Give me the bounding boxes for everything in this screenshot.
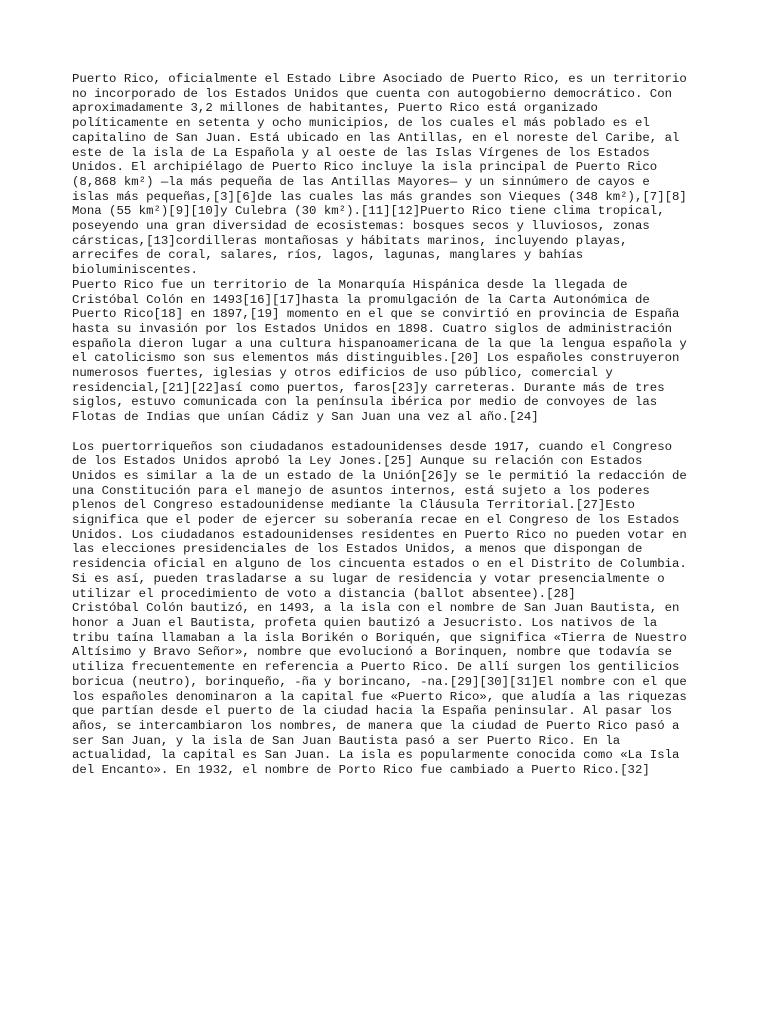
- text-line: el catolicismo son sus elementos más distinguibles.[20] Los españoles construyeron: [72, 351, 680, 366]
- text-line: del Encanto». En 1932, el nombre de Porto Rico fue cambiado a Puerto Rico.[32]: [72, 763, 650, 778]
- text-line: Puerto Rico fue un territorio de la Monarquía Hispánica desde la llegada de: [72, 277, 628, 292]
- text-line: significa que el poder de ejercer su soberanía recae en el Congreso de los Estados: [72, 513, 680, 528]
- text-line: Unidos. Los ciudadanos estadounidenses residentes en Puerto Rico no pueden votar en: [72, 527, 687, 542]
- text-line: siglos, estuvo comunicada con la península ibérica por medio de convoyes de las: [72, 395, 658, 410]
- text-line: tribu taína llamaban a la isla Borikén o Boriquén, que significa «Tierra de Nuestro: [72, 630, 687, 645]
- text-line: islas más pequeñas,[3][6]de las cuales las más grandes son Vieques (348 km²),[7][8]: [72, 189, 687, 204]
- text-line: de los Estados Unidos aprobó la Ley Jones.[25] Aunque su relación con Estados: [72, 454, 643, 469]
- text-line: Cristóbal Colón en 1493[16][17]hasta la promulgación de la Carta Autonómica de: [72, 292, 650, 307]
- text-line: Flotas de Indias que unían Cádiz y San Juan una vez al año.[24]: [72, 410, 539, 425]
- text-line: Cristóbal Colón bautizó, en 1493, a la isla con el nombre de San Juan Bautista, en: [72, 601, 680, 616]
- text-line: Unidos. El archipiélago de Puerto Rico incluye la isla principal de Puerto Rico: [72, 160, 658, 175]
- text-line: Puerto Rico, oficialmente el Estado Libre Asociado de Puerto Rico, es un territorio: [72, 72, 687, 86]
- text-line: las elecciones presidenciales de los Estados Unidos, a menos que dispongan de: [72, 542, 643, 557]
- text-line: Altísimo y Bravo Señor», nombre que evolucionó a Borinquen, nombre que todavía se: [72, 645, 673, 660]
- text-line: políticamente en setenta y ocho municipios, de los cuales el más poblado es el: [72, 116, 650, 131]
- text-line: arrecifes de coral, salares, ríos, lagos, lagunas, manglares y bahías: [72, 248, 584, 263]
- text-line: española dieron lugar a una cultura hispanoamericana de la que la lengua española y: [72, 336, 687, 351]
- paragraph-spanish-history: [72, 278, 702, 425]
- text-line: ser San Juan, y la isla de San Juan Bautista pasó a ser Puerto Rico. En la: [72, 733, 621, 748]
- text-line: cársticas,[13]cordilleras montañosas y hábitats marinos, incluyendo playas,: [72, 233, 628, 248]
- text-line: Los puertorriqueños son ciudadanos estadounidenses desde 1917, cuando el Congreso: [72, 439, 673, 454]
- text-line: Mona (55 km²)[9][10]y Culebra (30 km²).[11][12]Puerto Rico tiene clima tropical,: [72, 204, 665, 219]
- text-line: poseyendo una gran diversidad de ecosistemas: bosques secos y lluviosos, zonas: [72, 219, 650, 234]
- text-line: los españoles denominaron a la capital fue «Puerto Rico», que aludía a las riquezas: [72, 689, 687, 704]
- text-line: aproximadamente 3,2 millones de habitantes, Puerto Rico está organizado: [72, 101, 598, 116]
- text-line: honor a Juan el Bautista, profeta quien bautizó a Jesucristo. Los nativos de la: [72, 616, 658, 630]
- text-line: Si es así, pueden trasladarse a su lugar de residencia y votar presencialmente o: [72, 571, 665, 586]
- paragraph-name-origin: [72, 601, 702, 777]
- paragraph-overview: [72, 72, 702, 278]
- paragraph-citizenship: [72, 440, 702, 602]
- document-body: [72, 72, 702, 778]
- text-line: no incorporado de los Estados Unidos que cuenta con autogobierno democrático. Con: [72, 86, 673, 101]
- text-line: capitalino de San Juan. Está ubicado en las Antillas, en el noreste del Caribe, al: [72, 130, 680, 145]
- text-line: numerosos fuertes, iglesias y otros edificios de uso público, comercial y: [72, 366, 613, 381]
- text-line: boricua (neutro), borinqueño, -ña y borincano, -na.[29][30][31]El nombre con el que: [72, 674, 687, 689]
- text-line: residencia oficial en alguno de los cincuenta estados o en el Distrito de Columbia.: [72, 557, 687, 572]
- text-line: actualidad, la capital es San Juan. La isla es popularmente conocida como «La Isla: [72, 748, 680, 763]
- text-line: residencial,[21][22]así como puertos, faros[23]y carreteras. Durante más de tres: [72, 380, 665, 395]
- text-line: este de la isla de La Española y al oeste de las Islas Vírgenes de los Estados: [72, 145, 650, 160]
- text-line: que partían desde el puerto de la ciudad hacia la España peninsular. Al pasar los: [72, 704, 673, 719]
- text-line: (8,868 km²) —la más pequeña de las Antillas Mayores— y un sinnúmero de cayos e: [72, 174, 650, 189]
- text-line: plenos del Congreso estadounidense mediante la Cláusula Territorial.[27]Esto: [72, 498, 635, 513]
- text-line: hasta su invasión por los Estados Unidos en 1898. Cuatro siglos de administración: [72, 321, 673, 336]
- text-line: Unidos es similar a la de un estado de la Unión[26]y se le permitió la redacción de: [72, 468, 687, 483]
- text-line: utiliza frecuentemente en referencia a Puerto Rico. De allí surgen los gentilicios: [72, 660, 680, 675]
- text-line: años, se intercambiaron los nombres, de manera que la ciudad de Puerto Rico pasó a: [72, 718, 680, 733]
- text-line: Puerto Rico[18] en 1897,[19] momento en el que se convirtió en provincia de España: [72, 307, 680, 322]
- text-line: bioluminiscentes.: [72, 263, 198, 278]
- text-line: una Constitución para el manejo de asuntos internos, está sujeto a los poderes: [72, 483, 650, 498]
- text-line: utilizar el procedimiento de voto a distancia (ballot absentee).[28]: [72, 586, 576, 601]
